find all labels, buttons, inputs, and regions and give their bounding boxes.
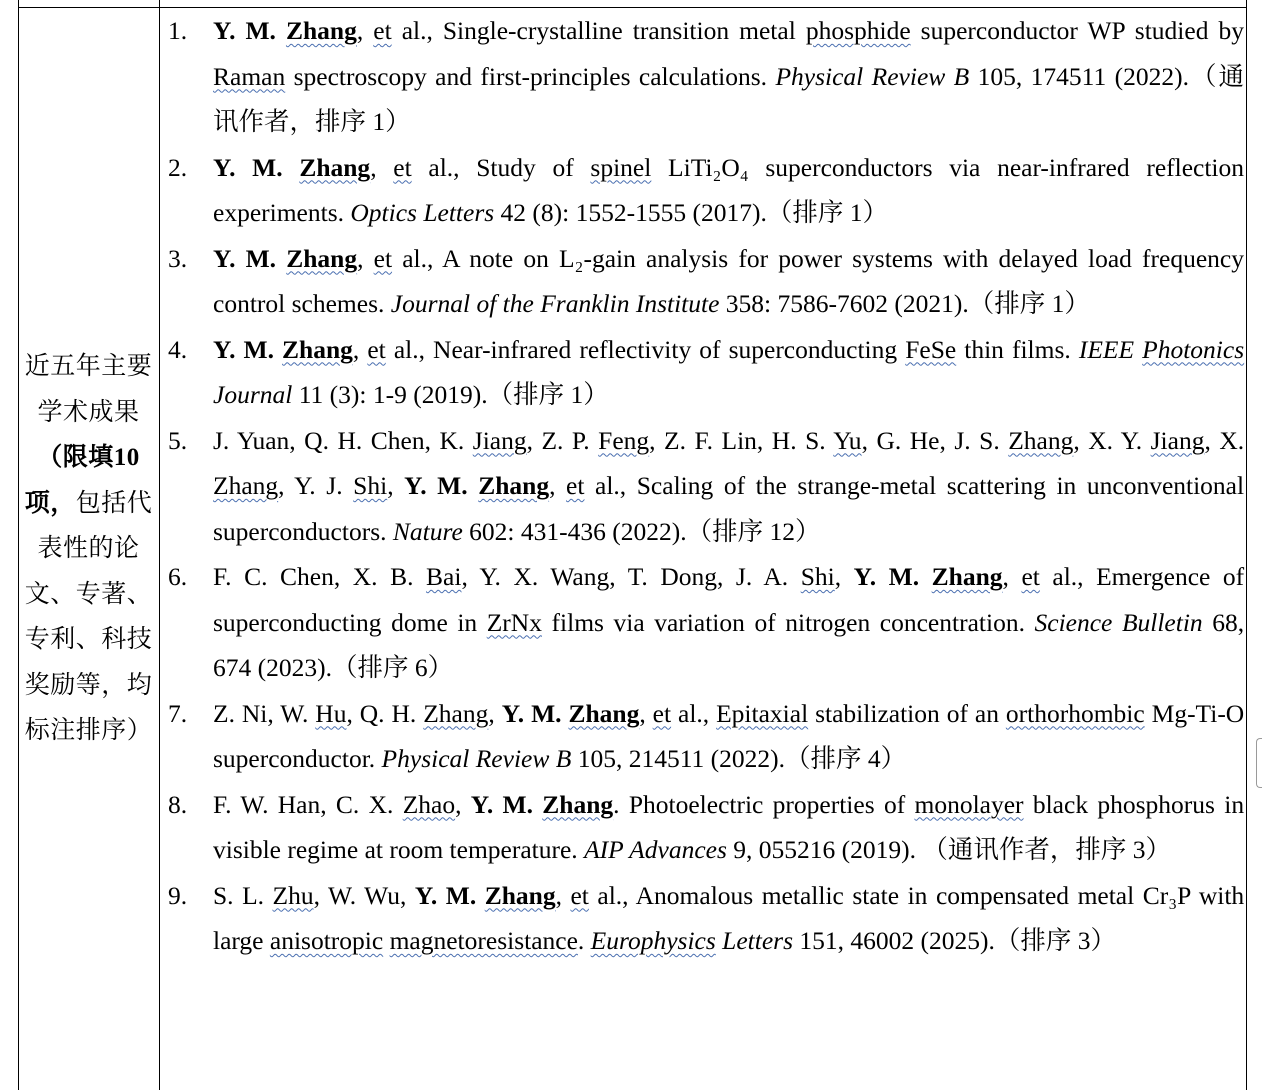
- spellcheck-marked-word: Raman: [213, 61, 286, 91]
- publication-number: 5.: [168, 425, 188, 455]
- spellcheck-marked-word: magnetoresistance: [389, 926, 578, 955]
- spellcheck-marked-word: et: [652, 698, 672, 728]
- author-highlight: Y. M. Zhang: [470, 789, 614, 819]
- journal-name: Journal of the Franklin Institute: [390, 289, 720, 318]
- spellcheck-marked-word: Yu: [833, 425, 862, 455]
- spellcheck-marked-word: et: [566, 471, 585, 500]
- publication-number: 7.: [168, 698, 188, 728]
- journal-name: Optics Letters: [350, 198, 495, 227]
- spellcheck-marked-word: Feng: [598, 425, 650, 455]
- publication-number: 9.: [168, 880, 188, 910]
- journal-name: Physical Review B: [381, 744, 572, 773]
- publication-entry: 6. F. C. Chen, X. B. Bai, Y. X. Wang, T. Dong, J. A. Shi, Y. M. Zhang, et al., Emergence of superconducting dome in ZrNx films via variation of nitrogen concentration. Science Bulletin 68, 674 (2023).（排序 6）: [168, 554, 1244, 691]
- publication-entry: 2. Y. M. Zhang, et al., Study of spinel LiTi₂O₄ superconductors via near-infrared reflection experiments. Optics Letters 42 (8): 1552-1555 (2017).（排序 1）: [168, 145, 1244, 236]
- spellcheck-marked-word: Bai: [426, 562, 462, 591]
- spellcheck-marked-word: Zhang: [484, 880, 556, 910]
- spellcheck-marked-word: Zhang: [1008, 425, 1074, 455]
- table-right-border: [1246, 0, 1247, 1090]
- publication-number: 6.: [168, 562, 188, 591]
- spellcheck-marked-word: Europhysics: [590, 926, 716, 955]
- author-highlight: Y. M. Zhang: [213, 243, 358, 273]
- author-highlight: Y. M. Zhang: [414, 880, 556, 910]
- spellcheck-marked-word: et: [373, 243, 393, 273]
- publication-entry: 8. F. W. Han, C. X. Zhao, Y. M. Zhang. Photoelectric properties of monolayer black phosphorus in visible regime at room temperature. AIP Advances 9, 055216 (2019). （通讯作者，排序 3）: [168, 782, 1244, 873]
- spellcheck-marked-word: et: [373, 16, 392, 45]
- spellcheck-marked-word: Zhu: [272, 880, 314, 910]
- spellcheck-marked-word: Zhang: [282, 334, 353, 364]
- spellcheck-marked-word: orthorhombic: [1005, 698, 1145, 728]
- publication-number: 4.: [168, 334, 188, 364]
- spellcheck-marked-word: et: [570, 880, 589, 910]
- journal-name: Europhysics Letters: [590, 926, 794, 955]
- spellcheck-marked-word: Shi: [800, 562, 835, 591]
- publication-entry: 4. Y. M. Zhang, et al., Near-infrared reflectivity of superconducting FeSe thin films. IEEE Photonics Journal 11 (3): 1-9 (2019).（排序 1）: [168, 327, 1244, 418]
- spellcheck-marked-word: et: [393, 152, 412, 182]
- spellcheck-marked-word: FeSe: [905, 334, 957, 364]
- journal-name: Physical Review B: [775, 61, 970, 91]
- spellcheck-marked-word: Zhang: [299, 152, 371, 182]
- author-highlight: Y. M. Zhang: [501, 698, 640, 728]
- spellcheck-marked-word: Zhang: [931, 562, 1003, 591]
- spellcheck-marked-word: Jiang: [1150, 425, 1205, 455]
- spellcheck-marked-word: anisotropic: [269, 926, 384, 955]
- publication-entry: 5. J. Yuan, Q. H. Chen, K. Jiang, Z. P. Feng, Z. F. Lin, H. S. Yu, G. He, J. S. Zhang, X. Y. Jiang, X. Zhang, Y. J. Shi, Y. M. Zhang, et al., Scaling of the strange-metal scattering in unconventional superconductors. Nature 602: 431-436 (2022).（排序 12）: [168, 418, 1244, 555]
- publication-number: 3.: [168, 243, 188, 273]
- spellcheck-marked-word: Zhang: [423, 698, 489, 728]
- spellcheck-marked-word: spinel: [590, 152, 652, 182]
- spellcheck-marked-word: ZrNx: [486, 607, 542, 637]
- spellcheck-marked-word: Epitaxial: [716, 698, 809, 728]
- spellcheck-marked-word: Photonics: [1142, 334, 1245, 364]
- spellcheck-marked-word: Zhang: [285, 16, 357, 45]
- publication-entry: 7. Z. Ni, W. Hu, Q. H. Zhang, Y. M. Zhang, et al., Epitaxial stabilization of an orthorhombic Mg-Ti-O superconductor. Physical Review B 105, 214511 (2022).（排序 4）: [168, 691, 1244, 782]
- author-highlight: Y. M. Zhang: [213, 334, 353, 364]
- author-highlight: Y. M. Zhang: [213, 152, 371, 182]
- author-highlight: Y. M. Zhang: [853, 562, 1003, 591]
- spellcheck-marked-word: et: [1021, 562, 1040, 591]
- spellcheck-marked-word: Hu: [315, 698, 347, 728]
- row-header-label-tail: 包括代表性的论文、专著、专利、科技奖励等，均标注排序）: [24, 489, 153, 745]
- spellcheck-marked-word: phosphide: [805, 16, 911, 45]
- publication-entry: 9. S. L. Zhu, W. Wu, Y. M. Zhang, et al., Anomalous metallic state in compensated metal Cr₃P with large anisotropic magnetoresistance. Europhysics Letters 151, 46002 (2025).（排序 3）: [168, 873, 1244, 964]
- journal-name: Science Bulletin: [1034, 607, 1203, 637]
- row-header-label: [18, 344, 159, 754]
- publication-entry: 3. Y. M. Zhang, et al., A note on L₂-gain analysis for power systems with delayed load frequency control schemes. Journal of the Franklin Institute 358: 7586-7602 (2021).（排序 1）: [168, 236, 1244, 327]
- publication-number: 8.: [168, 789, 188, 819]
- row-header-label-bold: （限填10项，: [24, 444, 140, 517]
- spellcheck-marked-word: Zhang: [286, 243, 358, 273]
- publication-number: 2.: [168, 152, 188, 182]
- spellcheck-marked-word: Zhao: [402, 789, 456, 819]
- publication-number: 1.: [168, 16, 188, 45]
- author-highlight: Y. M. Zhang: [213, 16, 357, 45]
- author-highlight: Y. M. Zhang: [404, 471, 550, 500]
- spellcheck-marked-word: monolayer: [914, 789, 1024, 819]
- row-header-label-normal: 近五年主要学术成果: [24, 353, 153, 426]
- spellcheck-marked-word: Jiang: [472, 425, 527, 455]
- row-header-cell: [18, 8, 159, 1090]
- scroll-edge-marker: [1256, 738, 1262, 788]
- publication-entry: 1. Y. M. Zhang, et al., Single-crystalline transition metal phosphide superconductor WP studied by Raman spectroscopy and first-principles calculations. Physical Review B 105, 174511 (2022).（通讯作者，排序 1）: [168, 8, 1244, 145]
- table-column-divider: [159, 0, 160, 1090]
- journal-name: Nature: [392, 516, 463, 546]
- publication-list: [168, 8, 1244, 964]
- journal-name: AIP Advances: [584, 835, 727, 864]
- spellcheck-marked-word: Zhang: [213, 471, 279, 500]
- spellcheck-marked-word: Zhang: [568, 698, 640, 728]
- spellcheck-marked-word: Zhang: [542, 789, 614, 819]
- spellcheck-marked-word: Shi: [353, 471, 388, 500]
- spellcheck-marked-word: et: [367, 334, 386, 364]
- journal-name: IEEE Photonics Journal: [213, 334, 1245, 409]
- spellcheck-marked-word: Zhang: [478, 471, 550, 500]
